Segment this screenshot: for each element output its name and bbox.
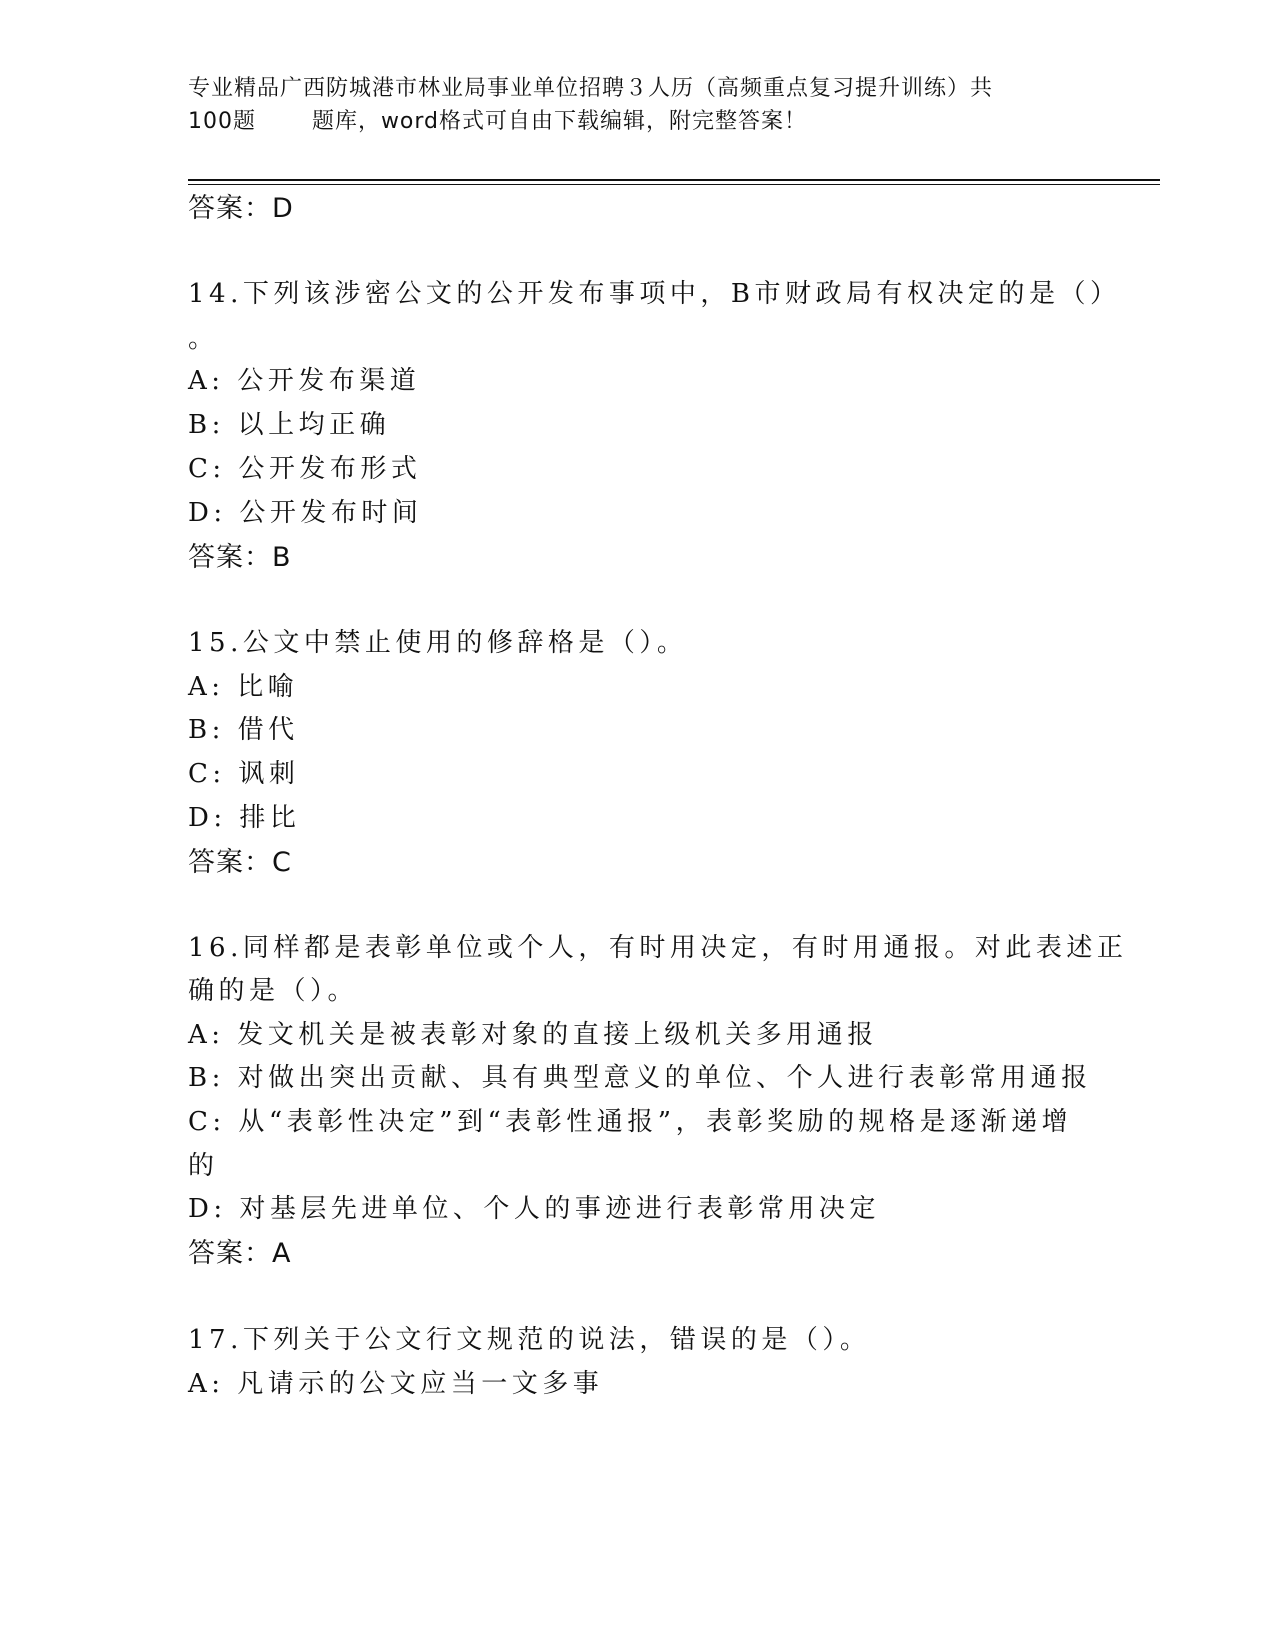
header-divider-thin [188, 184, 1160, 185]
question-15-option-a: A: 比喻 [188, 672, 299, 702]
question-14-answer: 答案：B [188, 542, 292, 573]
question-16-option-b: B: 对做出突出贡献、具有典型意义的单位、个人进行表彰常用通报 [188, 1063, 1092, 1093]
question-14-option-b: B: 以上均正确 [188, 410, 391, 440]
question-16-option-c: C: 从“表彰性决定”到“表彰性通报”，表彰奖励的规格是逐渐递增 [188, 1107, 1073, 1137]
question-17-text: 17.下列关于公文行文规范的说法，错误的是（）。 [188, 1325, 871, 1355]
question-14-text-cont: 。 [188, 324, 219, 354]
question-15-option-b: B: 借代 [188, 715, 299, 745]
question-17-option-a: A: 凡请示的公文应当一文多事 [188, 1369, 604, 1399]
answer-line: 答案：D [188, 193, 294, 224]
header-title-line2: 100题 题库，word格式可自由下载编辑，附完整答案！ [188, 109, 808, 134]
question-14-text: 14.下列该涉密公文的公开发布事项中，B市财政局有权决定的是（） [188, 279, 1121, 309]
question-16-option-a: A: 发文机关是被表彰对象的直接上级机关多用通报 [188, 1020, 878, 1050]
question-14-option-a: A: 公开发布渠道 [188, 366, 421, 396]
question-14-option-c: C: 公开发布形式 [188, 454, 422, 484]
page-header [188, 72, 1088, 138]
header-divider-thick [188, 179, 1160, 181]
question-15-option-c: C: 讽刺 [188, 759, 300, 789]
question-15-answer: 答案：C [188, 847, 292, 878]
question-15-text: 15.公文中禁止使用的修辞格是（）。 [188, 628, 688, 658]
question-14-option-d: D: 公开发布时间 [188, 498, 423, 528]
header-title-line1: 专业精品广西防城港市林业局事业单位招聘３人历（高频重点复习提升训练）共 [188, 76, 994, 101]
question-16-option-c-cont: 的 [188, 1151, 219, 1181]
question-16-option-d: D: 对基层先进单位、个人的事迹进行表彰常用决定 [188, 1194, 880, 1224]
question-15-option-d: D: 排比 [188, 803, 301, 833]
question-16-answer: 答案：A [188, 1238, 292, 1269]
question-16-text: 16.同样都是表彰单位或个人，有时用决定，有时用通报。对此表述正 [188, 933, 1128, 963]
question-16-text-cont: 确的是（）。 [188, 976, 359, 1006]
